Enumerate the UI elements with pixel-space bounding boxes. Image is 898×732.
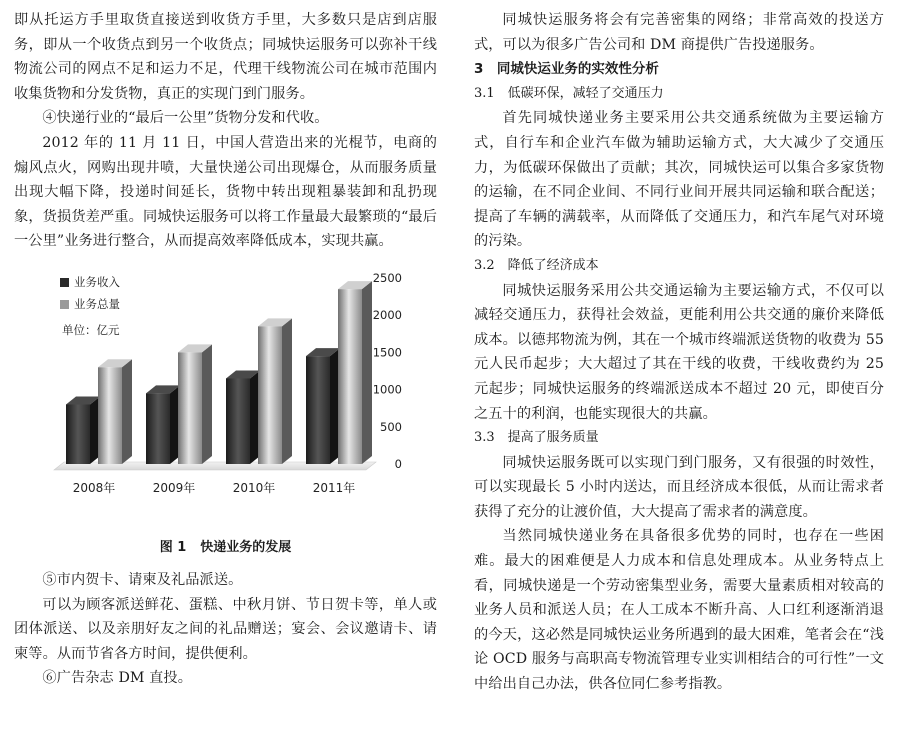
right-paragraph-3: 同城快运服务采用公共交通运输为主要运输方式，不仅可以减轻交通压力，获得社会效益，更能利用公共交通的廉价来降低成本。以德邦物流为例，其在一个城市终端派送货物的收费为 55 元人民币起步；大大超过了其在干线的收费，干线收费约为 25 元起步；同城快运服务的终端派送成本不超过 20 元，即使百分之五十的利润，也能实现很大的共赢。 (474, 282, 884, 422)
bar-chart (14, 256, 437, 556)
bar-total-2 (258, 318, 292, 464)
section-3-heading: 3 同城快运业务的实效性分析 (474, 61, 659, 78)
legend-label: 业务收入 (74, 274, 120, 289)
left-paragraph-3: 2012 年的 11 月 11 日，中国人营造出来的光棍节，电商的煽风点火，网购出现井喷，大量快递公司出现爆仓，从而服务质量出现大幅下降，投递时间延长，货物中转出现粗暴装卸和乱扔现象，货损货差严重。同城快运服务可以将工作量最大最繁琐的“最后一公里”业务进行整合，从而提高效率降低成本，实现共赢。 (14, 134, 437, 250)
x-tick-label: 2008年 (72, 480, 116, 495)
figure-1-chart (14, 256, 437, 556)
x-tick-label: 2011年 (312, 480, 356, 495)
legend-swatch (60, 300, 69, 309)
right-paragraph-2: 首先同城快递业务主要采用公共交通系统做为主要运输方式，自行车和企业汽车做为辅助运输方式，大大减少了交通压力，为低碳环保做出了贡献；其次，同城快运可以集合多家货物的运输，在不同企业间、不同行业间开展共同运输和联合配送；提高了车辆的满载率，从而降低了交通压力，和汽车尾气对环境的污染。 (474, 110, 884, 250)
bar-income-0 (66, 396, 100, 464)
bar-total-1 (178, 344, 212, 464)
unit-label: 单位：亿元 (62, 322, 120, 337)
figure-title: 快递业务的发展 (200, 539, 292, 555)
right-paragraph-5: 当然同城快递业务在具备很多优势的同时，也存在一些困难。最大的困难便是人力成本和信息处理成本。从业务特点上看，同城快递是一个劳动密集型业务，需要大量素质相对较高的业务人员和派送人员；在人工成本不断升高、人口红利逐渐消退的今天，这必然是同城快运业务所遇到的最大困难，笔者会在“浅论 OCD 服务与高职高专物流管理专业实训相结合的可行性”一文中给出自己办法，供各位同仁参考指教。 (474, 528, 884, 693)
y-tick-label: 1500 (372, 345, 402, 360)
x-tick-label: 2010年 (232, 480, 276, 495)
bar-income-3 (306, 348, 340, 464)
left-column (14, 8, 437, 691)
y-tick-label: 2000 (372, 308, 402, 323)
right-paragraph-4: 同城快运服务既可以实现门到门服务，又有很强的时效性，可以实现最长 5 小时内送达，而且经济成本很低，从而让需求者获得了充分的让渡价值，大大提高了需求者的满意度。 (474, 454, 884, 520)
legend-label: 业务总量 (74, 296, 120, 311)
legend-swatch (60, 278, 69, 287)
y-tick-label: 1000 (372, 382, 402, 397)
section-3-3-heading: 3.3 提高了服务质量 (474, 430, 599, 446)
left-paragraph-2: ④快递行业的“最后一公里”货物分发和代收。 (42, 110, 329, 127)
x-tick-label: 2009年 (152, 480, 196, 495)
bar-total-3 (338, 281, 372, 464)
left-paragraph-1: 即从托运方手里取货直接送到收货方手里，大多数只是店到店服务，即从一个收货点到另一个收货点；同城快运服务可以弥补干线物流公司的网点不足和运力不足，代理干线物流公司在城市范围内收集货物和分发货物，真正的实现门到门服务。 (14, 12, 437, 102)
figure-number: 图 1 (159, 539, 187, 555)
right-column (474, 8, 884, 697)
bar-income-2 (226, 370, 260, 464)
left-paragraph-6: ⑥广告杂志 DM 直投。 (42, 670, 193, 687)
section-3-2-heading: 3.2 降低了经济成本 (474, 257, 599, 273)
y-tick-label: 2500 (372, 270, 402, 285)
section-3-1-heading: 3.1 低碳环保，减轻了交通压力 (474, 85, 664, 101)
right-paragraph-1: 同城快运服务将会有完善密集的网络；非常高效的投送方式，可以为很多广告公司和 DM 商提供广告投递服务。 (474, 12, 884, 53)
left-paragraph-5: 可以为顾客派送鲜花、蛋糕、中秋月饼、节日贺卡等，单人或团体派送、以及亲朋好友之间的礼品赠送；宴会、会议邀请卡、请柬等。从而节省各方时间，提供便利。 (14, 596, 437, 662)
bar-income-1 (146, 385, 180, 464)
left-paragraph-4: ⑤市内贺卡、请柬及礼品派送。 (42, 571, 243, 588)
bar-total-0 (98, 359, 132, 464)
y-tick-label: 500 (380, 419, 402, 434)
y-tick-label: 0 (394, 456, 402, 471)
